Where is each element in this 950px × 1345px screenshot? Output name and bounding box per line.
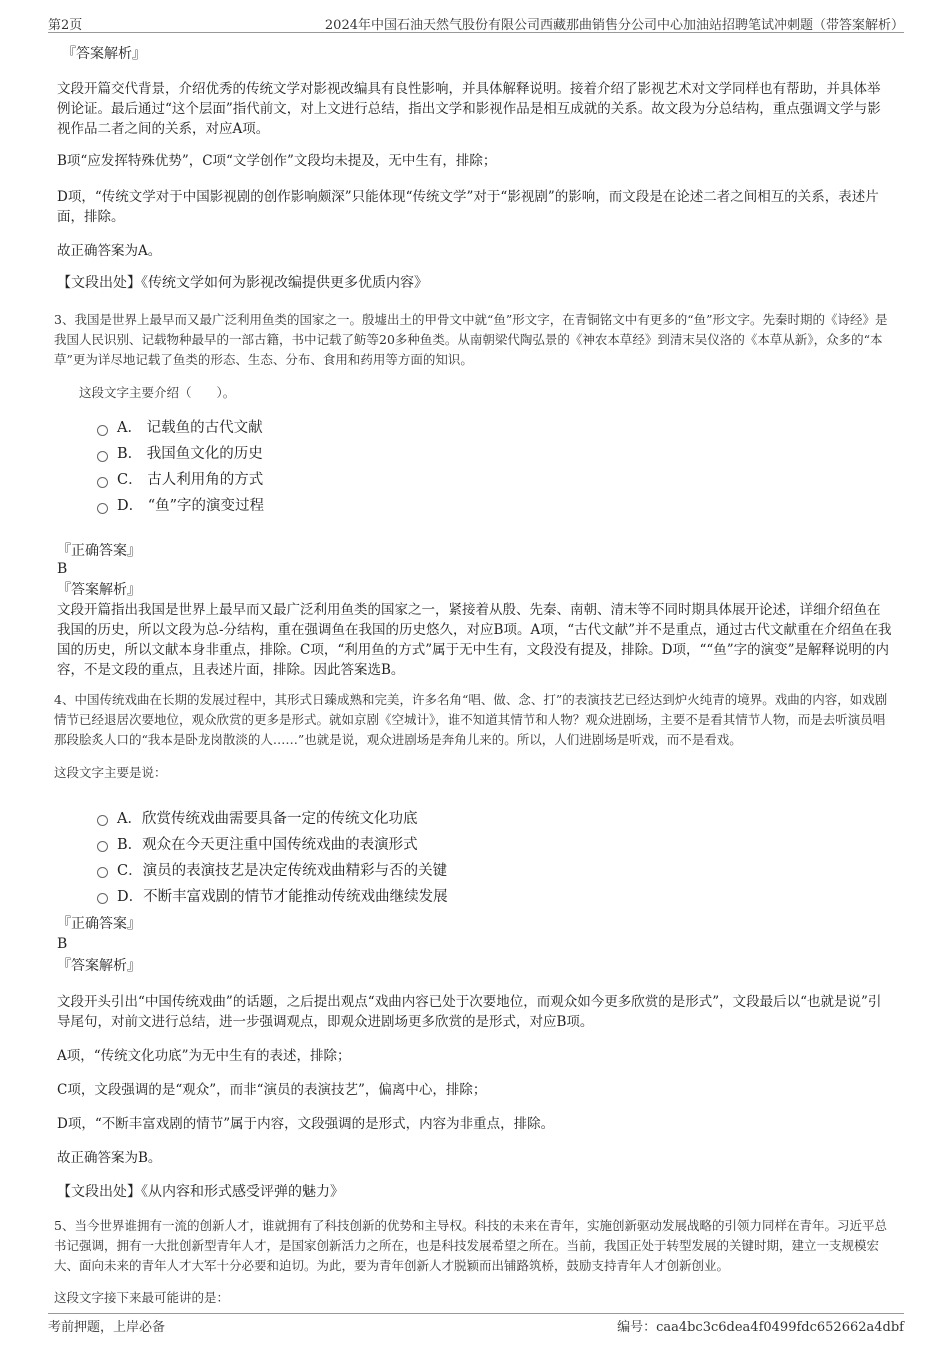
document-body	[54, 44, 892, 1321]
q3-correct-label: 『正确答案』	[57, 543, 141, 559]
q2-analysis-paragraph: D项，“传统文学对于中国影视剧的创作影响颇深”只能体现“传统文学”对于“影视剧”的影响，而文段是在论述二者之间相互的关系，表述片面，排除。	[57, 189, 879, 225]
q4-correct-answer: B	[57, 935, 68, 952]
q4-options	[97, 806, 892, 910]
q4-analysis-paragraph: A项，“传统文化功底”为无中生有的表述，排除；	[57, 1047, 351, 1064]
q4-analysis-paragraph: C项，文段强调的是“观众”，而非“演员的表演技艺”，偏离中心，排除；	[57, 1081, 487, 1098]
q4-option-b[interactable]: B．观众在今天更注重中国传统戏曲的表演形式	[97, 832, 892, 858]
q3-option-c[interactable]: C． 古人利用角的方式	[97, 467, 892, 493]
footer-slogan: 考前押题，上岸必备	[48, 1320, 166, 1335]
q4-source: 【文段出处】《从内容和形式感受评弹的魅力》	[57, 1183, 344, 1200]
q3-correct-answer: B	[57, 561, 68, 577]
q2-analysis-paragraph: 文段开篇交代背景，介绍优秀的传统文学对影视改编具有良性影响，并具体解释说明。接着介绍了影视艺术对文学同样也有帮助，并具体举例论证。最后通过“这个层面”指代前文，对上文进行总结，指出文学和影视作品是相互成就的关系。故文段为分总结构，重点强调文学与影视作品二者之间的关系，对应A项。	[57, 81, 881, 137]
radio-icon[interactable]	[97, 867, 108, 878]
q4-stem: 4、中国传统戏曲在长期的发展过程中，其形式日臻成熟和完美，许多名角“唱、做、念、打”的表演技艺已经达到炉火纯青的境界。戏曲的内容，如戏剧情节已经退居次要地位，观众欣赏的更多是形式。就如京剧《空城计》，谁不知道其情节和人物？观众进剧场，主要不是看其情节人物，而是去听演员唱那段脍炙人口的“我本是卧龙岗散淡的人……”也就是说，观众进剧场是奔角儿来的。所以，人们进剧场是听戏，而不是看戏。	[54, 692, 888, 747]
document-title: 2024年中国石油天然气股份有限公司西藏那曲销售分公司中心加油站招聘笔试冲刺题（带答案解析）	[324, 18, 904, 33]
q3-options	[97, 415, 892, 519]
page-number: 第2页	[48, 18, 83, 33]
radio-icon[interactable]	[97, 425, 108, 436]
radio-icon[interactable]	[97, 477, 108, 488]
q2-analysis-label: 『答案解析』	[62, 46, 146, 62]
q3-analysis-label: 『答案解析』	[57, 582, 141, 598]
q2-source: 【文段出处】《传统文学如何为影视改编提供更多优质内容》	[57, 275, 428, 291]
q3-option-b[interactable]: B． 我国鱼文化的历史	[97, 441, 892, 467]
q3-prompt: 这段文字主要介绍（ ）。	[79, 384, 236, 400]
q4-option-d[interactable]: D．不断丰富戏剧的情节才能推动传统戏曲继续发展	[97, 884, 892, 910]
radio-icon[interactable]	[97, 893, 108, 904]
radio-icon[interactable]	[97, 503, 108, 514]
radio-icon[interactable]	[97, 841, 108, 852]
q5-stem: 5、当今世界谁拥有一流的创新人才，谁就拥有了科技创新的优势和主导权。科技的未来在青年，实施创新驱动发展战略的引领力同样在青年。习近平总书记强调，拥有一大批创新型青年人才，是国家创新活力之所在，也是科技发展希望之所在。当前，我国正处于转型发展的关键时期，建立一支规模宏大、面向未来的青年人才大军十分必要和迫切。为此，要为青年创新人才脱颖而出铺路筑桥，鼓励支持青年人才创新创业。	[54, 1217, 887, 1273]
q4-prompt: 这段文字主要是说：	[54, 764, 167, 780]
q3-option-d[interactable]: D． “鱼”字的演变过程	[97, 493, 892, 519]
page-header	[48, 12, 904, 33]
q3-stem: 3、我国是世界上最早而又最广泛利用鱼类的国家之一。殷墟出土的甲骨文中就“鱼”形文字，在青铜铭文中有更多的“鱼”形文字。先秦时期的《诗经》是我国人民识别、记载物种最早的一部古籍，书中记载了鲂等20多种鱼类。从南朝梁代陶弘景的《神农本草经》到清末吴仪洛的《本草从新》，众多的“本草”更为详尽地记载了鱼类的形态、生态、分布、食用和药用等方面的知识。	[54, 312, 888, 367]
q3-analysis: 文段开篇指出我国是世界上最早而又最广泛利用鱼类的国家之一，紧接着从殷、先秦、南朝、清末等不同时期具体展开论述，详细介绍鱼在我国的历史，所以文段为总-分结构，重在强调鱼在我国的历史悠久，对应B项。A项，“古代文献”并不是重点，通过古代文献重在介绍鱼在我国的历史，所以文献本身非重点，排除。C项，“利用鱼的方式”属于无中生有，文段没有提及，排除。D项，““鱼”字的演变”是解释说明的内容，不是文段的重点，且表述片面，排除。因此答案选B。	[57, 602, 892, 678]
q4-answer-conclusion: 故正确答案为B。	[57, 1149, 162, 1166]
page-footer	[48, 1313, 904, 1334]
q5-prompt: 这段文字接下来最可能讲的是：	[54, 1290, 230, 1305]
q4-option-c[interactable]: C．演员的表演技艺是决定传统戏曲精彩与否的关键	[97, 858, 892, 884]
q4-correct-label: 『正确答案』	[57, 915, 141, 932]
q4-analysis-paragraph: D项，“不断丰富戏剧的情节”属于内容，文段强调的是形式，内容为非重点，排除。	[57, 1115, 555, 1132]
q4-option-a[interactable]: A．欣赏传统戏曲需要具备一定的传统文化功底	[97, 806, 892, 832]
q3-option-a[interactable]: A． 记载鱼的古代文献	[97, 415, 892, 441]
radio-icon[interactable]	[97, 451, 108, 462]
radio-icon[interactable]	[97, 815, 108, 826]
q2-answer-conclusion: 故正确答案为A。	[57, 243, 162, 259]
document-id: 编号：caa4bc3c6dea4f0499fdc652662a4dbf	[617, 1320, 904, 1335]
q4-analysis-paragraph: 文段开头引出“中国传统戏曲”的话题，之后提出观点“戏曲内容已处于次要地位，而观众如今更多欣赏的是形式”，文段最后以“也就是说”引导尾句，对前文进行总结，进一步强调观点，即观众进剧场更多欣赏的是形式，对应B项。	[57, 993, 882, 1030]
q4-analysis-label: 『答案解析』	[57, 957, 141, 974]
q2-analysis-paragraph: B项“应发挥特殊优势”，C项“文学创作”文段均未提及，无中生有，排除；	[57, 153, 497, 169]
